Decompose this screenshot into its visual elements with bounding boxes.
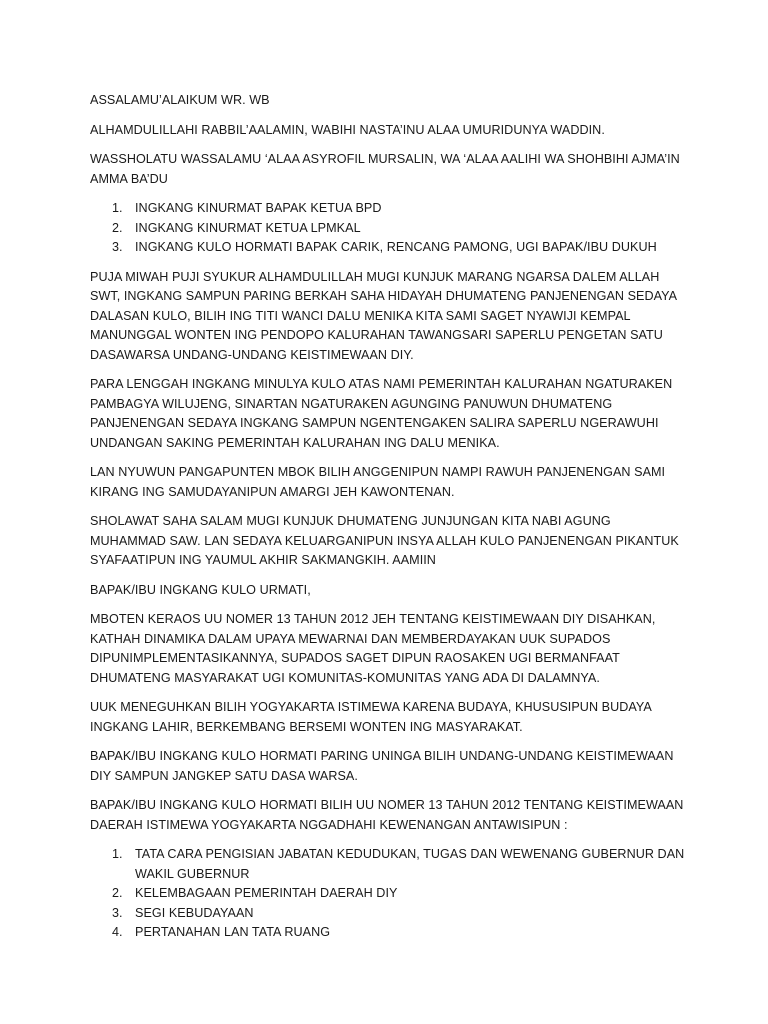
authority-list	[90, 845, 690, 943]
paragraph: SHOLAWAT SAHA SALAM MUGI KUNJUK DHUMATENG JUNJUNGAN KITA NABI AGUNG MUHAMMAD SAW. LAN SEDAYA KELUARGANIPUN INSYA ALLAH KULO PANJENENGAN PIKANTUK SYAFAATIPUN ING YAUMUL AKHIR SAKMANGKIH. AAMIIN	[90, 514, 679, 567]
hamdalah: ALHAMDULILLAHI RABBIL’AALAMIN, WABIHI NASTA’INU ALAA UMURIDUNYA WADDIN.	[90, 122, 605, 137]
list-number: 4.	[112, 925, 123, 939]
sholawat-opening: WASSHOLATU WASSALAMU ‘ALAA ASYROFIL MURSALIN, WA ‘ALAA AALIHI WA SHOHBIHI AJMA’IN AMMA BA’DU	[90, 152, 680, 186]
list-text: INGKANG KINURMAT BAPAK KETUA BPD	[135, 201, 382, 215]
paragraph: BAPAK/IBU INGKANG KULO HORMATI BILIH UU NOMER 13 TAHUN 2012 TENTANG KEISTIMEWAAN DAERAH ISTIMEWA YOGYAKARTA NGGADHAHI KEWENANGAN ANTAWISIPUN :	[90, 798, 684, 832]
list-text: INGKANG KULO HORMATI BAPAK CARIK, RENCANG PAMONG, UGI BAPAK/IBU DUKUH	[135, 240, 657, 254]
document-page	[90, 91, 690, 953]
list-number: 1.	[112, 201, 123, 215]
list-text: KELEMBAGAAN PEMERINTAH DAERAH DIY	[135, 886, 398, 900]
list-text: TATA CARA PENGISIAN JABATAN KEDUDUKAN, TUGAS DAN WEWENANG GUBERNUR DAN WAKIL GUBERNUR	[135, 847, 685, 881]
list-number: 2.	[112, 220, 123, 235]
greeting: ASSALAMU’ALAIKUM WR. WB	[90, 93, 270, 107]
list-number: 3.	[112, 240, 123, 254]
list-number: 1.	[112, 847, 123, 861]
list-item	[90, 904, 690, 924]
list-number: 2.	[112, 886, 123, 900]
paragraph: BAPAK/IBU INGKANG KULO URMATI,	[90, 582, 311, 597]
list-text: SEGI KEBUDAYAAN	[135, 905, 254, 920]
list-text: INGKANG KINURMAT KETUA LPMKAL	[135, 220, 361, 235]
list-item	[90, 884, 690, 904]
paragraph: PUJA MIWAH PUJI SYUKUR ALHAMDULILLAH MUGI KUNJUK MARANG NGARSA DALEM ALLAH SWT, INGKANG SAMPUN PARING BERKAH SAHA HIDAYAH DHUMATENG PANJENENGAN SEDAYA DALASAN KULO, BILIH ING TITI WANCI DALU MENIKA KITA SAMI SAGET NYAWIJI KEMPAL MANUNGGAL WONTEN ING PENDOPO KALURAHAN TAWANGSARI SAPERLU PENGETAN SATU DASAWARSA UNDANG-UNDANG KEISTIMEWAAN DIY.	[90, 269, 677, 362]
list-item	[90, 238, 690, 258]
paragraph: BAPAK/IBU INGKANG KULO HORMATI PARING UNINGA BILIH UNDANG-UNDANG KEISTIMEWAAN DIY SAMPUN JANGKEP SATU DASA WARSA.	[90, 749, 674, 783]
list-text: PERTANAHAN LAN TATA RUANG	[135, 925, 331, 939]
paragraph: PARA LENGGAH INGKANG MINULYA KULO ATAS NAMI PEMERINTAH KALURAHAN NGATURAKEN PAMBAGYA WILUJENG, SINARTAN NGATURAKEN AGUNGING PANUWUN DHUMATENG PANJENENGAN SEDAYA INGKANG SAMPUN NGENTENGAKEN SALIRA SAPERLU NGERAWUHI UNDANGAN SAKING PEMERINTAH KALURAHAN ING DALU MENIKA.	[90, 377, 673, 450]
paragraph: LAN NYUWUN PANGAPUNTEN MBOK BILIH ANGGENIPUN NAMPI RAWUH PANJENENGAN SAMI KIRANG ING SAMUDAYANIPUN AMARGI JEH KAWONTENAN.	[90, 465, 666, 499]
paragraph: UUK MENEGUHKAN BILIH YOGYAKARTA ISTIMEWA KARENA BUDAYA, KHUSUSIPUN BUDAYA INGKANG LAHIR, BERKEMBANG BERSEMI WONTEN ING MASYARAKAT.	[90, 700, 652, 734]
list-item	[90, 199, 690, 219]
list-item	[90, 923, 690, 943]
list-item	[90, 845, 690, 884]
paragraph: MBOTEN KERAOS UU NOMER 13 TAHUN 2012 JEH TENTANG KEISTIMEWAAN DIY DISAHKAN, KATHAH DINAMIKA DALAM UPAYA MEWARNAI DAN MEMBERDAYAKAN UUK SUPADOS DIPUNIMPLEMENTASIKANNYA, SUPADOS SAGET DIPUN RAOSAKEN UGI BERMANFAAT DHUMATENG MASYARAKAT UGI KOMUNITAS-KOMUNITAS YANG ADA DI DALAMNYA.	[90, 612, 656, 685]
list-item	[90, 219, 690, 239]
list-number: 3.	[112, 905, 123, 920]
salutation-list	[90, 199, 690, 258]
